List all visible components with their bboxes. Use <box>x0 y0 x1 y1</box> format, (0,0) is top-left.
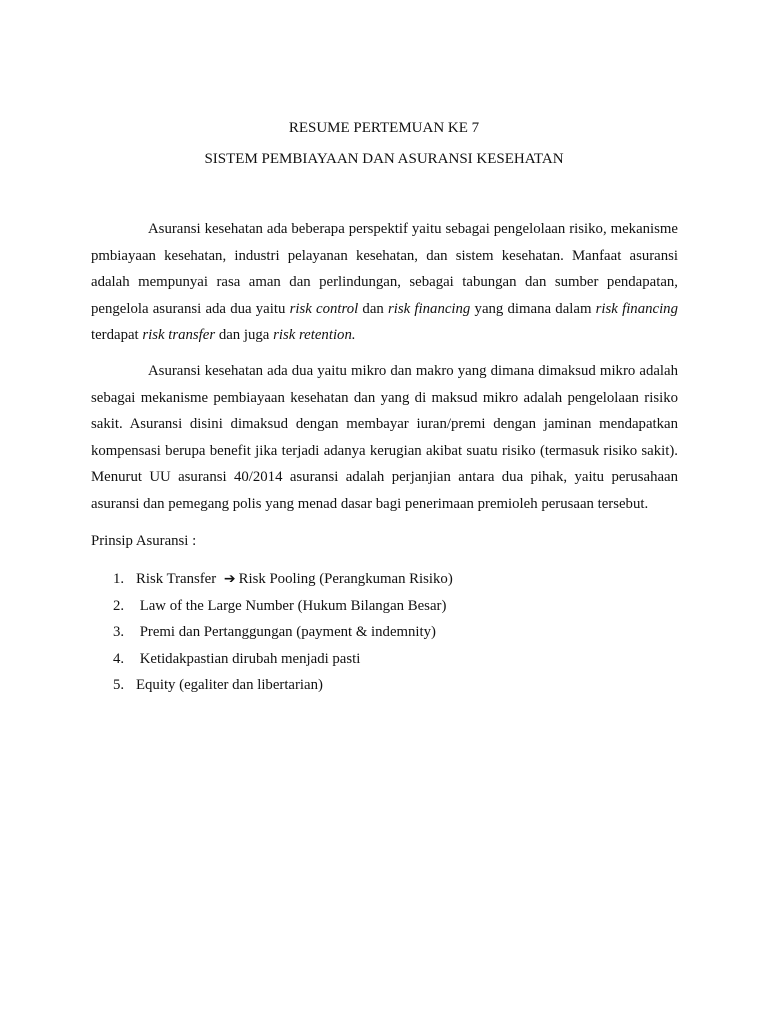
list-item <box>113 597 453 624</box>
document-subtitle: SISTEM PEMBIAYAAN DAN ASURANSI KESEHATAN <box>204 151 564 167</box>
paragraph-text: dan juga <box>215 327 274 344</box>
list-item <box>113 650 453 677</box>
paragraph-mikro-makro: Asuransi kesehatan ada dua yaitu mikro dan makro yang dimana dimaksud mikro adalah sebagai mekanisme pembiayaan kesehatan dan yang di maksud mikro adalah pengelolaan risiko sakit. Asuransi disini dimaksud dengan membayar iuran/premi dengan jaminan mendapatkan kompensasi berupa benefit jika terjadi adanya kerugian akibat suatu risiko (termasuk risiko sakit). Menurut UU asuransi 40/2014 asuransi adalah perjanjian antara dua pihak, yaitu perusahaan asuransi dan pemegang polis yang menad dasar bagi penerimaan premioleh perusaan tersebut. <box>91 363 678 512</box>
list-number: 4. <box>113 650 125 667</box>
term-risk-control: risk control <box>289 300 359 317</box>
list-text: Premi dan Pertanggungan (payment & indemnity) <box>136 624 436 641</box>
document-title: RESUME PERTEMUAN KE 7 <box>288 120 480 136</box>
list-text-part: Risk Pooling (Perangkuman Risiko) <box>238 571 453 587</box>
list-text: Law of the Large Number (Hukum Bilangan Besar) <box>136 597 447 614</box>
list-text: Ketidakpastian dirubah menjadi pasti <box>136 650 361 667</box>
list-text-part: Risk Transfer <box>136 571 220 587</box>
prinsip-list <box>113 570 453 703</box>
term-risk-retention: risk retention. <box>273 327 356 344</box>
paragraph-text: dan <box>358 300 389 317</box>
list-number: 3. <box>113 624 125 641</box>
paragraph-text: Asuransi kesehatan ada beberapa perspektif yaitu sebagai pengelolaan risiko, mekanisme pmbiayaan kesehatan, industri pelayanan kesehatan, dan sistem kesehatan. Manfaat asuransi adalah mempunyai rasa aman dan perlindungan, sebagai tabungan dan sumber pendapatan, pengelola asuransi ada dua yaitu <box>91 221 678 317</box>
term-risk-financing: risk financing <box>388 300 471 317</box>
prinsip-heading: Prinsip Asuransi : <box>91 533 197 549</box>
arrow-right-icon: ➔ <box>223 571 236 587</box>
list-item <box>113 623 453 650</box>
list-number: 5. <box>113 677 125 694</box>
list-text <box>136 570 453 597</box>
list-number: 2. <box>113 597 125 614</box>
term-risk-financing: risk financing <box>595 300 678 317</box>
list-number: 1. <box>113 571 125 587</box>
list-text: Equity (egaliter dan libertarian) <box>136 677 323 694</box>
paragraph-perspektif <box>91 216 678 349</box>
paragraph-text: yang dimana dalam <box>470 300 596 317</box>
term-risk-transfer: risk transfer <box>142 327 216 344</box>
list-item <box>113 676 453 703</box>
list-item <box>113 570 453 597</box>
paragraph-text: terdapat <box>91 327 143 344</box>
